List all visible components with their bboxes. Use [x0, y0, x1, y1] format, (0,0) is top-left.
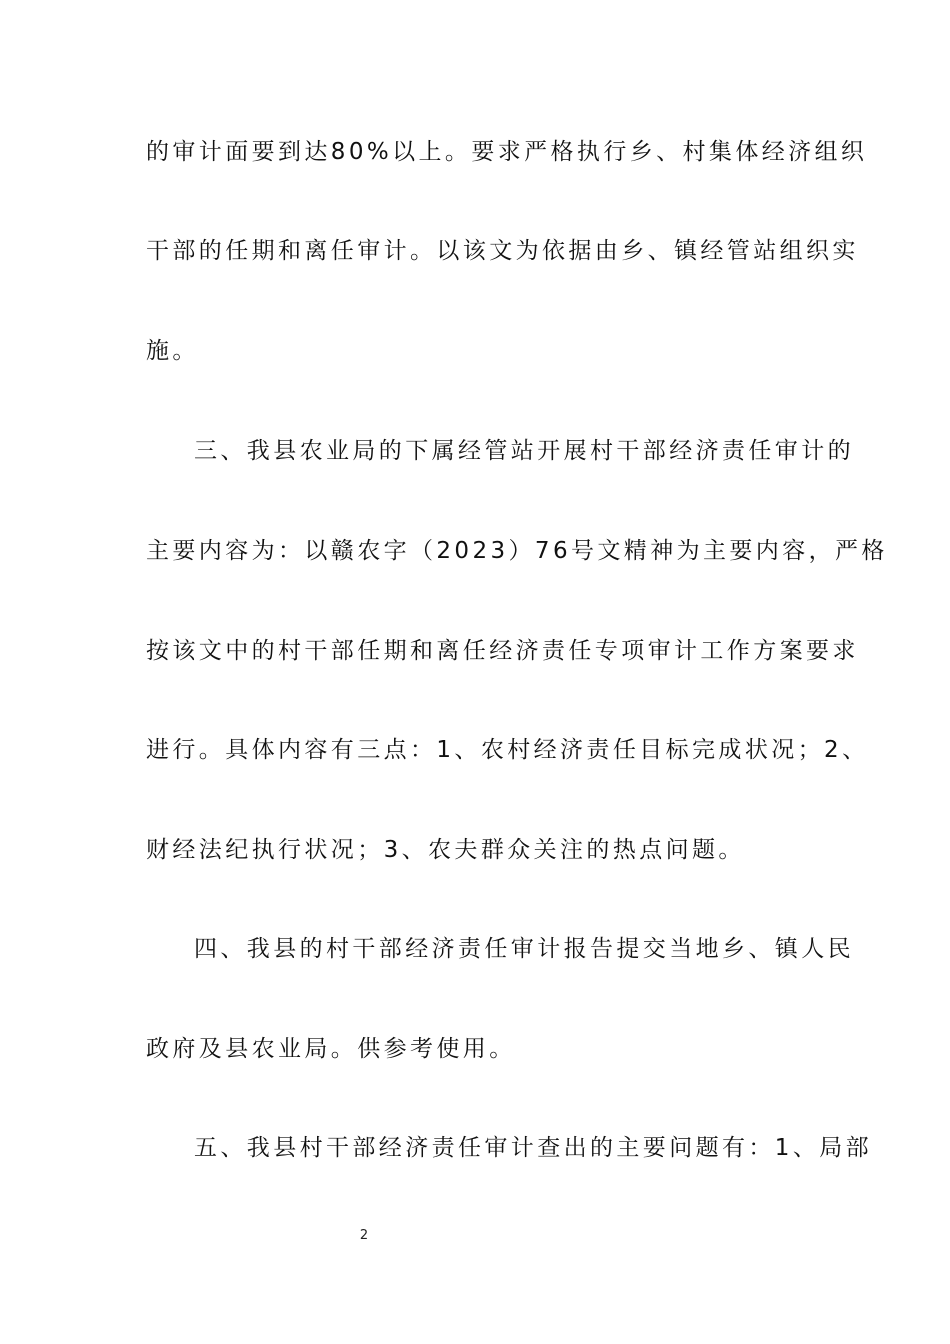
text-line-5: 主要内容为：以赣农字（2023）76号文精神为主要内容，严格	[146, 538, 888, 564]
page-number: 2	[359, 1228, 369, 1243]
text-line-1: 的审计面要到达80%以上。要求严格执行乡、村集体经济组织	[146, 139, 868, 165]
text-line-9: 四、我县的村干部经济责任审计报告提交当地乡、镇人民	[194, 936, 854, 962]
text-line-2: 干部的任期和离任审计。以该文为依据由乡、镇经管站组织实	[146, 238, 859, 264]
text-line-10: 政府及县农业局。供参考使用。	[146, 1036, 516, 1062]
text-line-8: 财经法纪执行状况；3、农夫群众关注的热点问题。	[146, 837, 745, 863]
text-line-3: 施。	[146, 338, 199, 364]
text-line-4: 三、我县农业局的下属经管站开展村干部经济责任审计的	[194, 438, 854, 464]
text-line-11: 五、我县村干部经济责任审计查出的主要问题有：1、局部	[194, 1135, 873, 1161]
text-line-7: 进行。具体内容有三点：1、农村经济责任目标完成状况；2、	[146, 737, 869, 763]
text-line-6: 按该文中的村干部任期和离任经济责任专项审计工作方案要求	[146, 638, 859, 664]
